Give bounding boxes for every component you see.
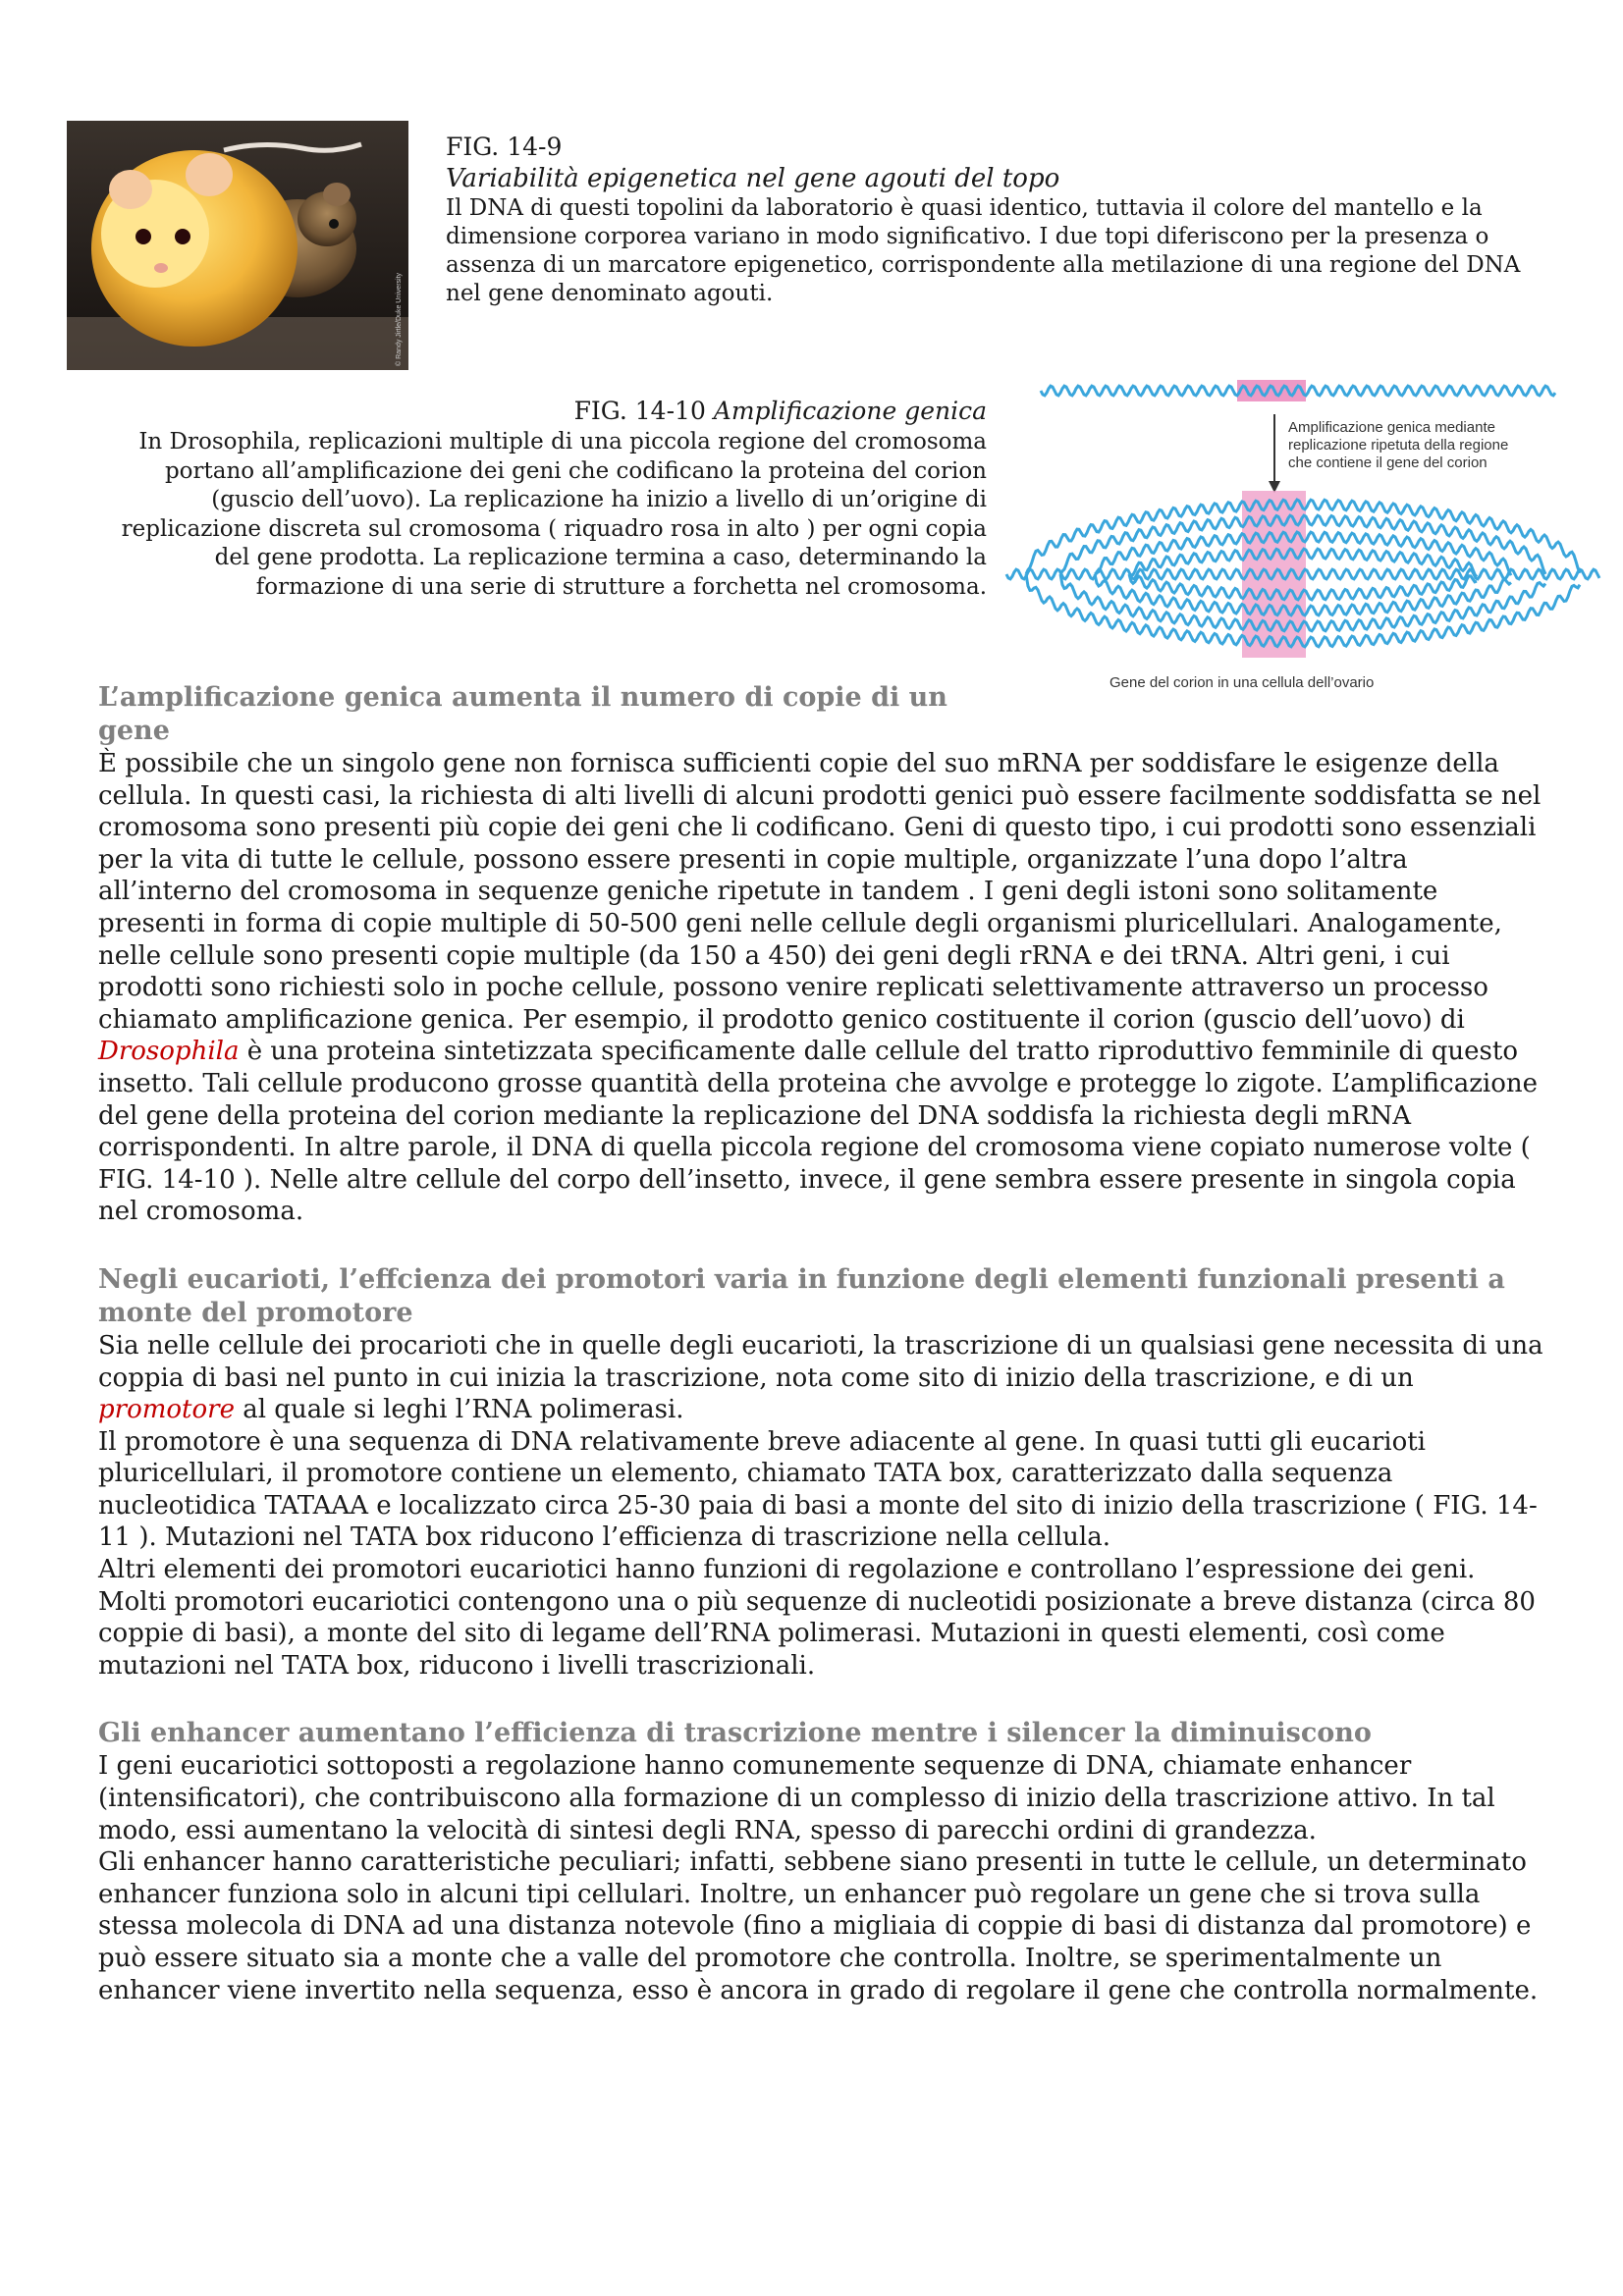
fig10-caption: In Drosophila, replicazioni multiple di una piccola regione del cromosoma portano all’amplificazione dei geni che codificano la proteina del corion (guscio dell’uovo). La replicazione ha inizio a livello di un’origine di replicazione discreta sul cromosoma ( riquadro rosa in alto ) per ogni copia del gene prodotta. La replicazione termina a caso, determinando la formazione di una serie di strutture a forchetta nel cromosoma. xyxy=(121,429,987,600)
section-2-paragraph-3: Altri elementi dei promotori eucariotici hanno funzioni di regolazione e controllano l’espressione dei geni. Molti promotori eucariotici contengono una o più sequenze di nucleotidi posizionate a breve distanza (circa 80 coppie di basi), a monte del sito di legame dell’RNA polimerasi. Mutazioni in questi elementi, così come mutazioni nel TATA box, riducono i livelli trascrizionali. xyxy=(98,1555,1536,1681)
mouse-photo xyxy=(67,121,408,370)
fig9-caption: Il DNA di questi topolini da laboratorio è quasi identico, tuttavia il colore del mantello e la dimensione corporea variano in modo significativo. I due topi diferiscono per la presenza o assenza di un marcatore epigenetico, corrispondente alla metilazione di una regione del DNA nel gene denominato agouti. xyxy=(446,195,1521,306)
section-2-paragraph-2: Il promotore è una sequenza di DNA relativamente breve adiacente al gene. In quasi tutti gli eucarioti pluricellulari, il promotore contiene un elemento, chiamato TATA box, caratterizzato dalla sequenza nucleotidica TATAAA e localizzato circa 25-30 paia di basi a monte del sito di inizio della trascrizione ( FIG. 14-11 ). Mutazioni nel TATA box riducono l’efficienza di trascrizione nella cellula. xyxy=(98,1426,1538,1553)
section-3-paragraph-2: Gli enhancer hanno caratteristiche peculiari; infatti, sebbene siano presenti in tutte le cellule, un determinato enhancer funziona solo in alcuni tipi cellulari. Inoltre, un enhancer può regolare un gene che si trova sulla stessa molecola di DNA ad una distanza notevole (fino a migliaia di coppie di basi di distanza dal promotore) e può essere situato sia a monte che a valle del promotore che controlla. Inoltre, se sperimentalmente un enhancer viene invertito nella sequenza, esso è ancora in grado di regolare il gene che controlla normalmente. xyxy=(98,1847,1539,2005)
section-1-text-b: è una proteina sintetizzata specificamente dalle cellule del tratto riproduttivo femminile di questo insetto. Tali cellule producono grosse quantità della proteina che avvolge e protegge lo zigote. L’amplificazione del gene della proteina del corion mediante la replicazione del DNA soddisfa la richiesta degli mRNA corrispondenti. In altre parole, il DNA di quella piccola regione del cromosoma viene copiato numerose volte ( FIG. 14-10 ). Nelle altre cellule del corpo dell’insetto, invece, il gene sembra essere presente in singola copia nel cromosoma. xyxy=(98,1037,1538,1227)
drosophila-link[interactable]: Drosophila xyxy=(98,1037,240,1067)
section-2-text-a: Sia nelle cellule dei procarioti che in quelle degli eucarioti, la trascrizione di un qualsiasi gene necessita di una coppia di basi nel punto in cui inizia la trascrizione, nota come sito di inizio della trascrizione, e di un xyxy=(98,1330,1543,1393)
arrow-label-1: Amplificazione genica mediante xyxy=(1288,419,1495,436)
section-1-text-a: È possibile che un singolo gene non fornisca sufficienti copie del suo mRNA per soddisfare le esigenze della cellula. In questi casi, la richiesta di alti livelli di alcuni prodotti genici può essere facilmente soddisfatta se nel cromosoma sono presenti più copie dei geni che li codificano. Geni di questo tipo, i cui prodotti sono essenziali per la vita di tutte le cellule, possono essere presenti in copie multiple, organizzate l’una dopo l’altra all’interno del cromosoma in sequenze geniche ripetute in tandem . I geni degli istoni sono solitamente presenti in forma di copie multiple di 50-500 geni nelle cellule degli organismi pluricellulari. Analogamente, nelle cellule sono presenti copie multiple (da 150 a 450) dei geni degli rRNA e dei tRNA. Altri geni, i cui prodotti sono richiesti solo in poche cellule, possono venire replicati selettivamente attraverso un processo chiamato amplificazione genica. Per esempio, il prodotto genico costituente il corion (guscio dell’uovo) di xyxy=(98,749,1542,1035)
diagram-bottom-label: Gene del corion in una cellula dell’ovario xyxy=(1109,674,1375,691)
section-1-heading: L’amplificazione genica aumenta il numero di copie di un gene xyxy=(98,682,947,746)
gene-amplification-diagram xyxy=(1001,375,1605,699)
section-2-text-b: al quale si leghi l’RNA polimerasi. xyxy=(234,1395,684,1425)
fig9-title: Variabilità epigenetica nel gene agouti del topo xyxy=(446,164,1060,193)
section-2-paragraph-1 xyxy=(98,1330,1546,1426)
section-3-paragraph-1: I geni eucariotici sottoposti a regolazione hanno comunemente sequenze di DNA, chiamate enhancer (intensificatori), che contribuiscono alla formazione di un complesso di inizio della trascrizione attivo. In tal modo, essi aumentano la velocità di sintesi degli RNA, spesso di parecchi ordini di grandezza. xyxy=(98,1751,1495,1845)
section-1-paragraph xyxy=(98,748,1546,1228)
fig10-caption-block xyxy=(93,395,987,602)
section-2-heading: Negli eucarioti, l’effcienza dei promotori varia in funzione degli elementi funzionali presenti a monte del promotore xyxy=(98,1263,1505,1328)
fig9-label: FIG. 14-9 xyxy=(446,133,563,161)
arrow-label-3: che contiene il gene del corion xyxy=(1288,454,1488,471)
mice-illustration xyxy=(67,121,408,370)
fig10-label: FIG. 14-10 xyxy=(573,397,706,425)
gene-amplification-svg xyxy=(1001,375,1605,699)
fig9-caption-block xyxy=(446,132,1545,308)
main-text xyxy=(98,681,1546,2006)
photo-credit: © Randy Jirtle/Duke University xyxy=(396,272,403,366)
arrow-label-2: replicazione ripetuta della regione xyxy=(1288,437,1509,454)
section-3-heading: Gli enhancer aumentano l’efficienza di trascrizione mentre i silencer la diminuiscono xyxy=(98,1718,1372,1749)
promotore-link[interactable]: promotore xyxy=(98,1395,235,1425)
fig10-heading xyxy=(93,395,987,428)
fig10-title: Amplificazione genica xyxy=(713,397,987,425)
